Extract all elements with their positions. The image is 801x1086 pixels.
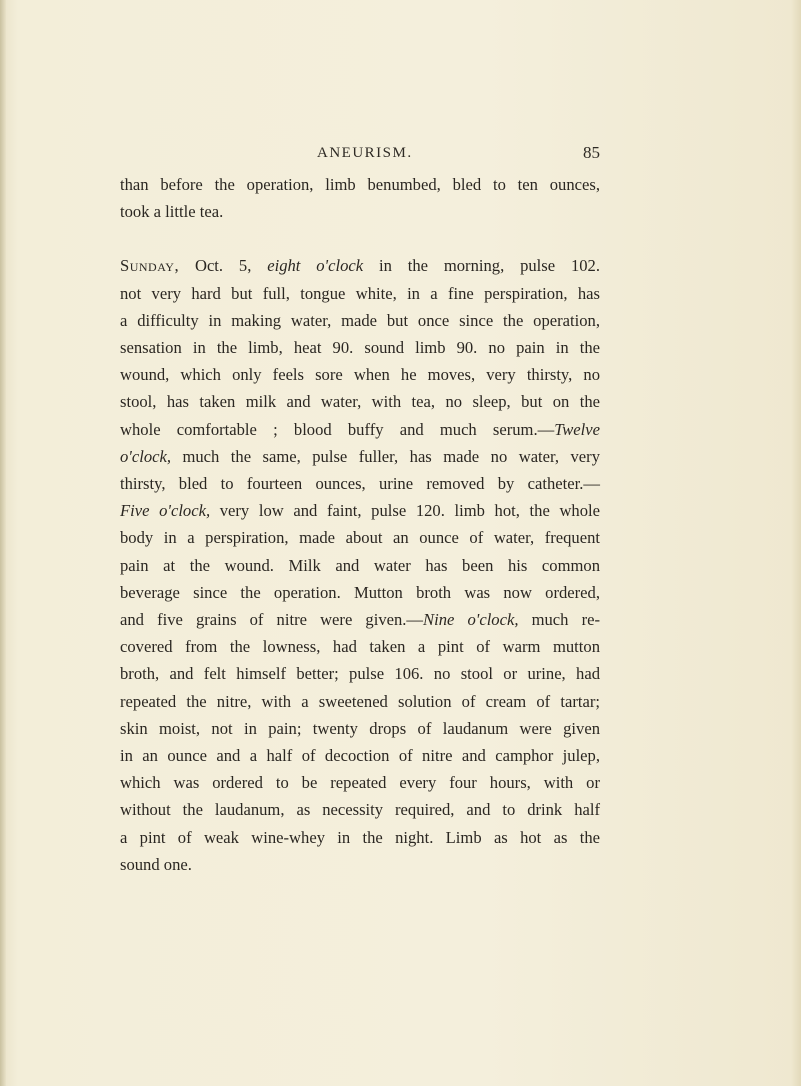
text-line: covered from the lowness, had taken a pint of warm mutton: [120, 637, 600, 657]
text-segment: very low and faint, pulse 120. limb hot, the whole: [210, 501, 600, 521]
text-line: broth, and felt himself better; pulse 106. no stool or urine, had: [120, 664, 600, 684]
text-line: [120, 416, 600, 443]
text-line: [120, 252, 600, 279]
text-segment: whole comfortable ; blood buffy and much serum.—: [120, 419, 555, 439]
paragraph-2: [120, 252, 600, 878]
running-head-title: ANEURISM.: [317, 145, 413, 161]
page-left-edge: [0, 0, 6, 1086]
page-number: 85: [583, 143, 600, 162]
text-line: pain at the wound. Milk and water has been his common: [120, 555, 600, 575]
running-head: [120, 145, 600, 169]
text-line: skin moist, not in pain; twenty drops of laudanum were given: [120, 718, 600, 738]
text-line: body in a perspiration, made about an ounce of water, frequent: [120, 528, 600, 548]
text-line: took a little tea.: [120, 202, 224, 222]
text-segment: Oct. 5,: [179, 256, 268, 276]
text-line: than before the operation, limb benumbed, bled to ten ounces,: [120, 175, 600, 194]
text-line: wound, which only feels sore when he moves, very thirsty, no: [120, 365, 600, 385]
text-line: a pint of weak wine-whey in the night. Limb as hot as the: [120, 827, 600, 847]
text-segment: and five grains of nitre were given.—: [120, 610, 424, 630]
time-marker: Twelve: [554, 419, 600, 439]
text-line: [120, 497, 600, 524]
page-right-edge: [791, 0, 801, 1086]
time-marker: Five o'clock,: [120, 501, 211, 521]
text-line: in an ounce and a half of decoction of nitre and camphor julep,: [120, 746, 600, 766]
text-line: stool, has taken milk and water, with tea, no sleep, but on the: [120, 392, 600, 412]
text-segment: much the same, pulse fuller, has made no water, very: [171, 446, 600, 466]
time-marker: o'clock,: [120, 446, 171, 466]
text-line: not very hard but full, tongue white, in a fine perspiration, has: [120, 283, 600, 303]
text-line: thirsty, bled to fourteen ounces, urine removed by catheter.—: [120, 474, 600, 494]
text-segment: in the morning, pulse 102.: [363, 256, 600, 276]
text-line: which was ordered to be repeated every four hours, with or: [120, 773, 600, 793]
time-marker: eight o'clock: [267, 256, 364, 276]
text-line: [120, 443, 600, 470]
time-marker: Nine o'clock,: [423, 610, 519, 630]
text-line: beverage since the operation. Mutton broth was now ordered,: [120, 582, 600, 602]
text-line: sound one.: [120, 854, 192, 874]
text-line: repeated the nitre, with a sweetened solution of cream of tartar;: [120, 691, 600, 711]
text-line: sensation in the limb, heat 90. sound limb 90. no pain in the: [120, 338, 600, 358]
text-line: without the laudanum, as necessity required, and to drink half: [120, 800, 600, 820]
text-line: a difficulty in making water, made but once since the operation,: [120, 310, 600, 330]
paragraph-1: [120, 171, 600, 225]
body-text: [120, 171, 600, 878]
text-line: [120, 606, 600, 633]
text-segment: much re-: [518, 610, 600, 630]
day-heading: Sunday,: [120, 256, 180, 276]
